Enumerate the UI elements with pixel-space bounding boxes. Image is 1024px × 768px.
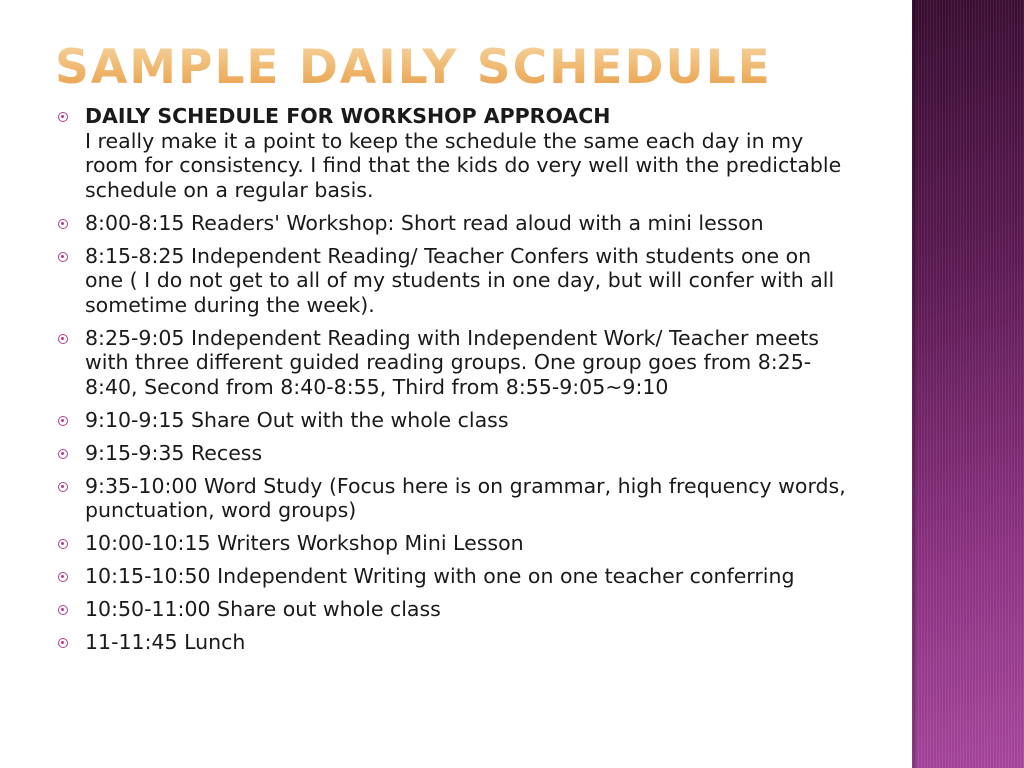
intro-heading: DAILY SCHEDULE FOR WORKSHOP APPROACH <box>85 104 611 128</box>
bullet-icon <box>58 638 68 648</box>
list-item <box>58 441 848 466</box>
schedule-item-text: 9:10-9:15 Share Out with the whole class <box>85 407 509 432</box>
list-item <box>58 564 848 589</box>
list-item <box>58 326 848 400</box>
intro-body: I really make it a point to keep the schedule the same each day in my room for consistency. I find that the kids do very well with the predictable schedule on a regular basis. <box>85 128 842 202</box>
bullet-icon <box>58 334 68 344</box>
bullet-icon <box>58 482 68 492</box>
schedule-item-text: 8:00-8:15 Readers' Workshop: Short read aloud with a mini lesson <box>85 210 764 235</box>
bullet-icon <box>58 416 68 426</box>
list-item <box>58 531 848 556</box>
list-item-intro <box>58 104 848 202</box>
schedule-item-text: 10:00-10:15 Writers Workshop Mini Lesson <box>85 531 524 555</box>
bullet-icon <box>58 572 68 582</box>
schedule-item-text: 8:15-8:25 Independent Reading/ Teacher Confers with students one on one ( I do not get to all of my students in one day, but will confer with all sometime during the week). <box>85 243 835 317</box>
schedule-item-text: 11-11:45 Lunch <box>85 630 246 654</box>
bullet-icon <box>58 112 68 122</box>
schedule-item-text: 8:25-9:05 Independent Reading with Independent Work/ Teacher meets with three different guided reading groups. One group goes from 8:25-8:40, Second from 8:40-8:55, Third from 8:55-9:05~9:10 <box>85 325 819 399</box>
decorative-side-band <box>912 0 1024 768</box>
list-item <box>58 408 848 433</box>
schedule-item-text: 10:50-11:00 Share out whole class <box>85 597 441 621</box>
list-item <box>58 211 848 236</box>
bullet-icon <box>58 219 68 229</box>
list-item <box>58 630 848 655</box>
side-band-edge <box>912 0 916 768</box>
bullet-icon <box>58 252 68 262</box>
bullet-icon <box>58 605 68 615</box>
schedule-item-text: 9:15-9:35 Recess <box>85 440 263 465</box>
list-item <box>58 597 848 622</box>
schedule-item-text: 9:35-10:00 Word Study (Focus here is on grammar, high frequency words, punctuation, word groups) <box>85 473 846 522</box>
schedule-list <box>58 104 848 663</box>
list-item <box>58 474 848 523</box>
schedule-item-text: 10:15-10:50 Independent Writing with one on one teacher conferring <box>85 564 795 588</box>
bullet-icon <box>58 449 68 459</box>
side-band-texture <box>912 0 1024 768</box>
list-item <box>58 244 848 318</box>
bullet-icon <box>58 539 68 549</box>
slide-title: SAMPLE DAILY SCHEDULE <box>55 38 772 98</box>
